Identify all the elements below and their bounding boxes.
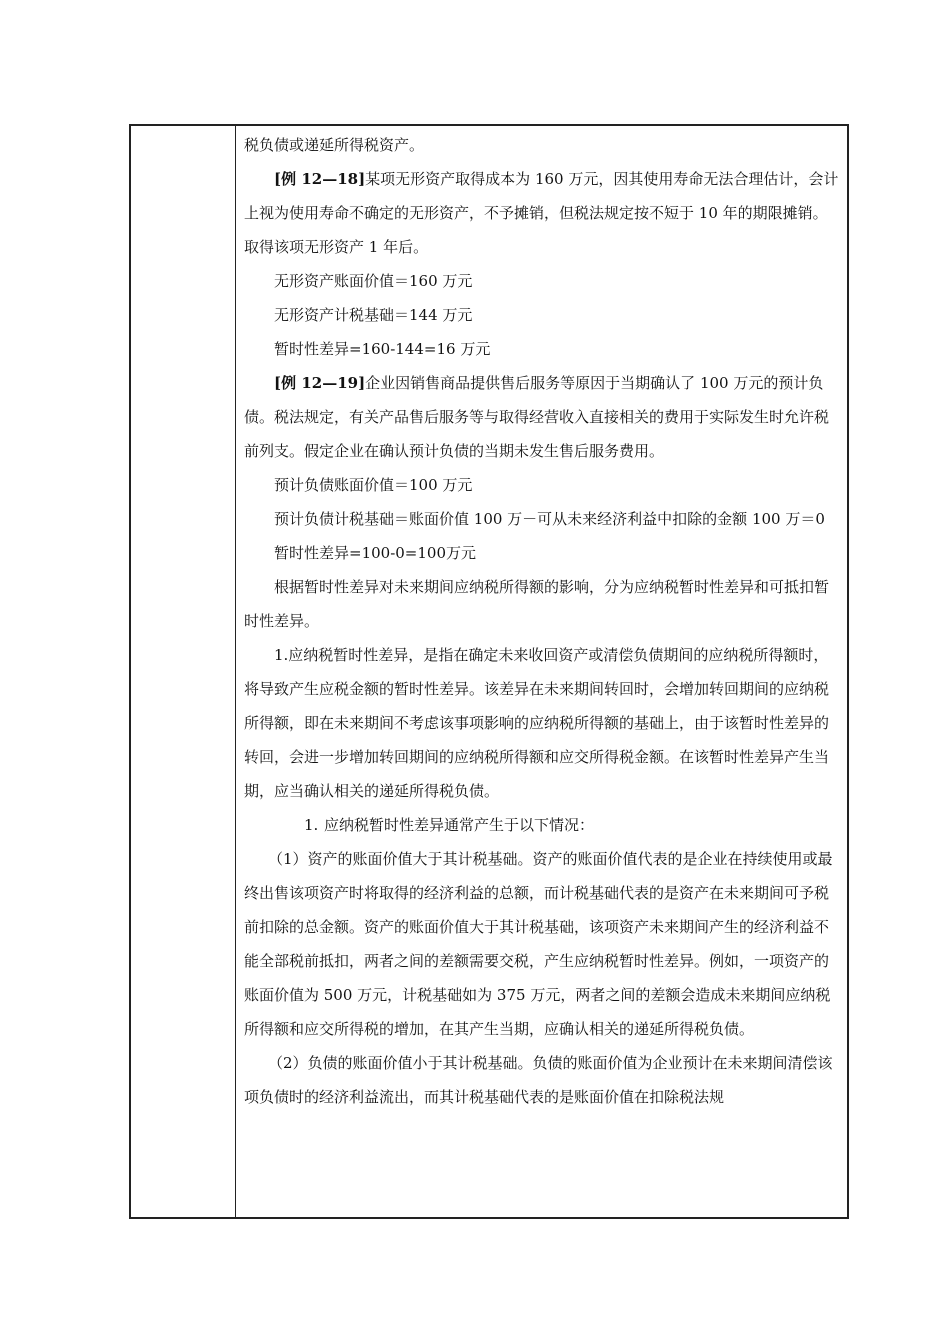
paragraph-tax-base: 无形资产计税基础＝144 万元 [274, 306, 473, 324]
paragraph-list-heading [244, 808, 841, 842]
paragraph-case-2: （2）负债的账面价值小于其计税基础。负债的账面价值为企业预计在未来期间清偿该项负债时的经济利益流出，而其计税基础代表的是账面价值在扣除税法规 [244, 1054, 833, 1106]
example-text: 企业因销售商品提供售后服务等原因于当期确认了 100 万元的预计负债。税法规定，有关产品售后服务等与取得经营收入直接相关的费用于实际发生时允许税前列支。假定企业在确认预计负债的当期未发生售后服务费用。 [244, 374, 830, 460]
paragraph-book-value: 无形资产账面价值＝160 万元 [274, 272, 473, 290]
paragraph-example-12-19 [244, 366, 841, 468]
paragraph-liability-tax-base: 预计负债计税基础＝账面价值 100 万－可从未来经济利益中扣除的金额 100 万＝0 [274, 510, 825, 528]
document-table [129, 124, 849, 1219]
example-text: 某项无形资产取得成本为 160 万元，因其使用寿命无法合理估计，会计上视为使用寿命不确定的无形资产，不予摊销，但税法规定按不短于 10 年的期限摊销。取得该项无形资产 1 年后。 [244, 170, 839, 256]
example-label: [例 12—19] [274, 374, 366, 392]
paragraph-continuation: 税负债或递延所得税资产。 [244, 136, 425, 154]
paragraph-example-12-18 [244, 162, 841, 264]
list-number: 1. [304, 816, 319, 834]
left-column-cell [131, 126, 236, 1217]
paragraph-case-1: （1）资产的账面价值大于其计税基础。资产的账面价值代表的是企业在持续使用或最终出售该项资产时将取得的经济利益的总额，而计税基础代表的是资产在未来期间可予税前扣除的总金额。资产的账面价值大于其计税基础，该项资产未来期间产生的经济利益不能全部税前抵扣，两者之间的差额需要交税，产生应纳税暂时性差异。例如，一项资产的账面价值为 500 万元，计税基础如为 375 万元，两者之间的差额会造成未来期间应纳税所得额和应交所得税的增加，在其产生当期，应确认相关的递延所得税负债。 [244, 850, 833, 1038]
list-heading-text: 应纳税暂时性差异通常产生于以下情况： [324, 816, 595, 834]
example-label: [例 12—18] [274, 170, 366, 188]
paragraph-classification: 根据暂时性差异对未来期间应纳税所得额的影响，分为应纳税暂时性差异和可抵扣暂时性差异。 [244, 578, 830, 630]
paragraph-liability-book-value: 预计负债账面价值＝100 万元 [274, 476, 473, 494]
paragraph-difference: 暂时性差异=160-144=16 万元 [274, 340, 491, 358]
paragraph-liability-difference: 暂时性差异=100-0=100万元 [274, 544, 477, 562]
content-cell [236, 126, 847, 1217]
paragraph-taxable-definition: 1.应纳税暂时性差异，是指在确定未来收回资产或清偿负债期间的应纳税所得额时，将导致产生应税金额的暂时性差异。该差异在未来期间转回时，会增加转回期间的应纳税所得额，即在未来期间不考虑该事项影响的应纳税所得额的基础上，由于该暂时性差异的转回，会进一步增加转回期间的应纳税所得额和应交所得税金额。在该暂时性差异产生当期，应当确认相关的递延所得税负债。 [244, 646, 830, 800]
